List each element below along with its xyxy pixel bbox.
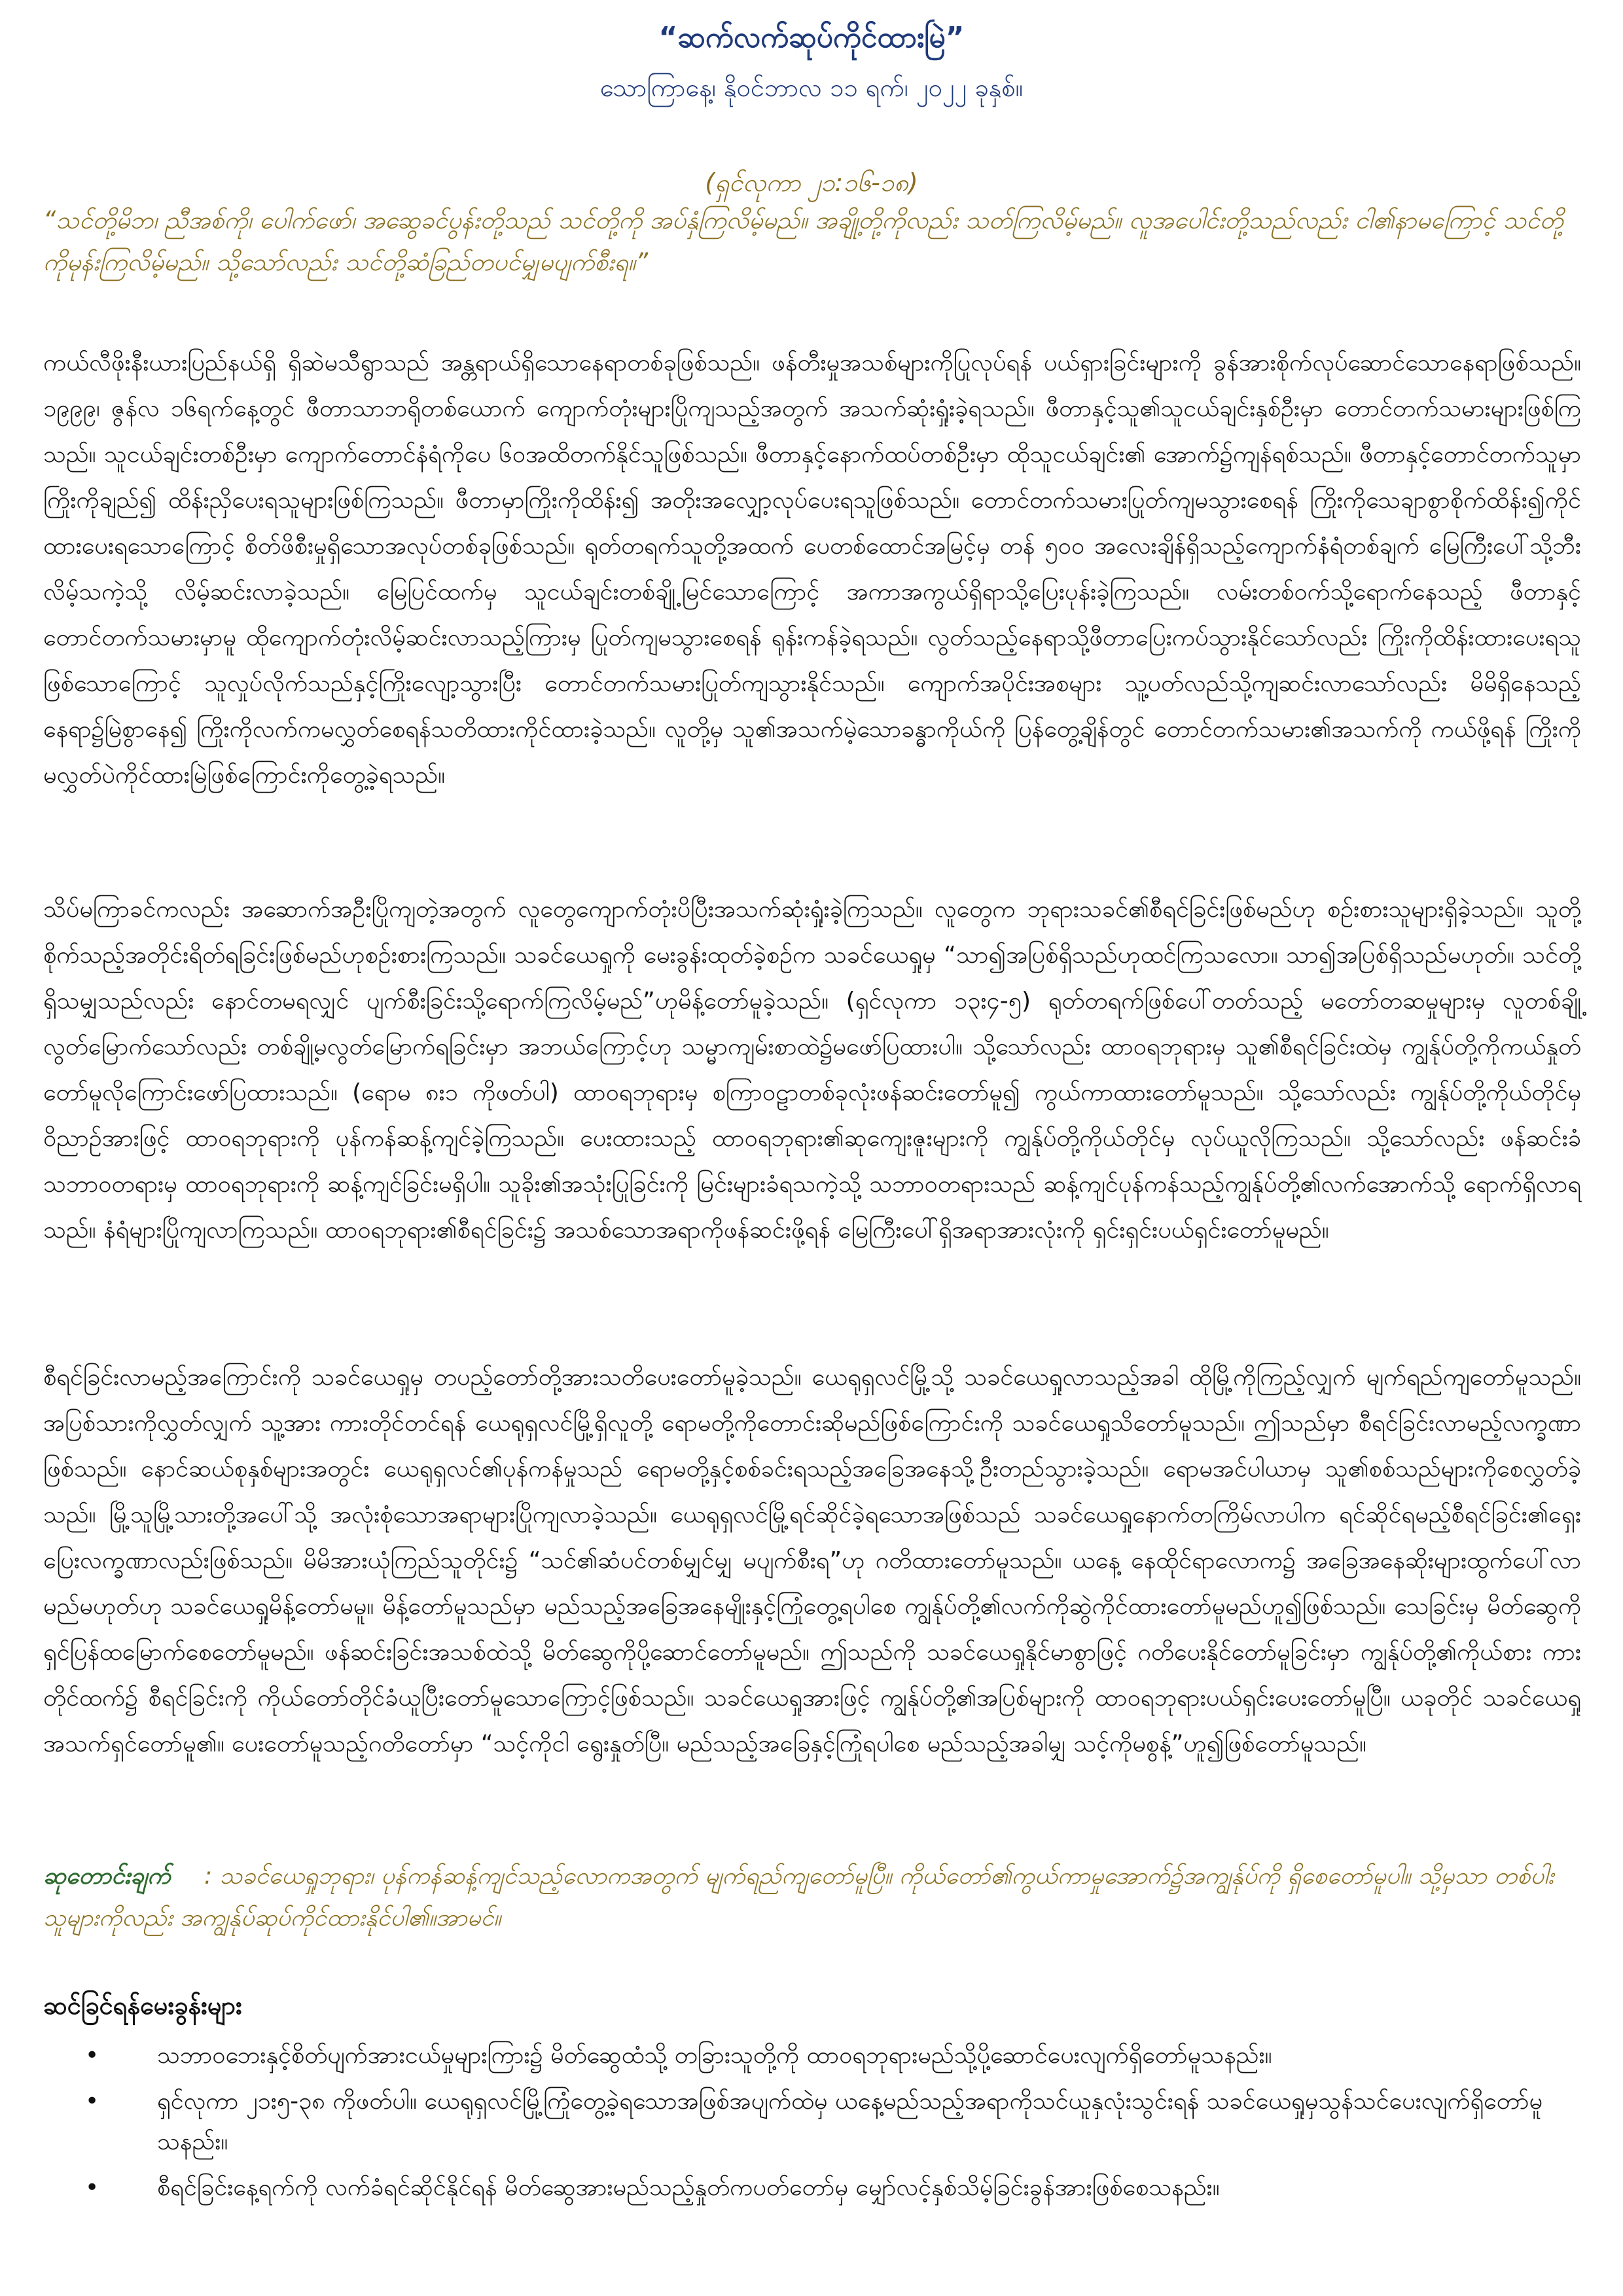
scripture-reference: (ရှင်လုကာ ၂၁:၁၆-၁၈) [705, 168, 918, 197]
page-date: သောကြာနေ့၊ နိုဝင်ဘာလ ၁၁ ရက်၊ ၂၀၂၂ ခုနှစ်။ [599, 73, 1024, 102]
prayer-label: ဆုတောင်းချက် [43, 1863, 171, 1890]
bullet-icon: • [85, 2088, 99, 2115]
bullet-icon: • [85, 2042, 99, 2069]
body-paragraph-2: သိပ်မကြာခင်ကလည်း အဆောက်အဦးပြိုကျတဲ့အတွက် လူတွေကျောက်တုံးပိပြီးအသက်ဆုံးရှုံးခဲ့ကြသည်။ လူတွေက ဘုရားသခင်၏စီရင်ခြင်းဖြစ်မည်ဟု စဉ်းစားသူများရှိခဲ့သည်။ သူတို့စိုက်သည့်အတိုင်းရိတ်ရခြင်းဖြစ်မည်ဟုစဉ်းစားကြသည်။ သခင်ယေရှုကို မေးခွန်းထုတ်ခဲ့စဉ်က သခင်ယေရှုမှ “သာ၍အပြစ်ရှိသည်ဟုထင်ကြသလော။ သာ၍အပြစ်ရှိသည်မဟုတ်။ သင်တို့ရှိသမျှသည်လည်း နောင်တမရလျှင် ပျက်စီးခြင်းသို့ရောက်ကြလိမ့်မည်”ဟုမိန့်တော်မူခဲ့သည်။ (ရှင်လုကာ ၁၃း၄-၅) ရုတ်တရက်ဖြစ်ပေါ်တတ်သည့် မတော်တဆမှုများမှ လူတစ်ချို့လွတ်မြောက်သော်လည်း တစ်ချို့မလွတ်မြောက်ရခြင်းမှာ အဘယ်ကြောင့်ဟု သမ္မာကျမ်းစာထဲ၌မဖော်ပြထားပါ။ သို့သော်လည်း ထာဝရဘုရားမှ သူ၏စီရင်ခြင်းထဲမှ ကျွန်ုပ်တို့ကိုကယ်နှုတ်တော်မူလိုကြောင်းဖော်ပြထားသည်။ (ရောမ ၈း၁ ကိုဖတ်ပါ) ထာဝရဘုရားမှ စကြာဝဠာတစ်ခုလုံးဖန်ဆင်းတော်မူ၍ ကွယ်ကာထားတော်မူသည်။ သို့သော်လည်း ကျွန်ုပ်တို့ကိုယ်တိုင်မှ ဝိညာဉ်အားဖြင့် ထာဝရဘုရားကို ပုန်ကန်ဆန့်ကျင်ခဲ့ကြသည်။ ပေးထားသည့် ထာဝရဘုရား၏ဆုကျေးဇူးများကို ကျွန်ုပ်တို့ကိုယ်တိုင်မှ လုပ်ယူလိုကြသည်။ သို့သော်လည်း ဖန်ဆင်းခံသဘာဝတရားမှ ထာဝရဘုရားကို ဆန့်ကျင်ခြင်းမရှိပါ။ သူခိုး၏အသုံးပြုခြင်းကို မြင်းများခံရသကဲ့သို့ သဘာဝတရားသည် ဆန့်ကျင်ပုန်ကန်သည့်ကျွန်ုပ်တို့၏လက်အောက်သို့ ရောက်ရှိလာရသည်။ နံရံများပြိုကျလာကြသည်။ ထာဝရဘုရား၏စီရင်ခြင်း၌ အသစ်သောအရာကိုဖန်ဆင်းဖို့ရန် မြေကြီးပေါ်ရှိအရာအားလုံးကို ရှင်းရှင်းပယ်ရှင်းတော်မူမည်။ [43, 896, 1581, 1244]
question-text: ရှင်လုကာ ၂၁း၅-၃၈ ကိုဖတ်ပါ။ ယေရုရှလင်မြို့ကြုံတွေ့ခဲ့ရသောအဖြစ်အပျက်ထဲမှ ယနေ့မည်သည့်အရာကိုသင်ယူနှလုံးသွင်းရန် သခင်ယေရှုမှသွန်သင်ပေးလျက်ရှိတော်မူသနည်း။ [157, 2088, 1543, 2155]
body-paragraph-3: စီရင်ခြင်းလာမည့်အကြောင်းကို သခင်ယေရှုမှ တပည့်တော်တို့အားသတိပေးတော်မူခဲ့သည်။ ယေရုရှလင်မြို့သို့ သခင်ယေရှုလာသည့်အခါ ထိုမြို့ကိုကြည့်လျှက် မျက်ရည်ကျတော်မူသည်။ အပြစ်သားကိုလွှတ်လျှက် သူ့အား ကားတိုင်တင်ရန် ယေရုရှလင်မြို့ရှိလူတို့ ရောမတို့ကိုတောင်းဆိုမည်ဖြစ်ကြောင်းကို သခင်ယေရှုသိတော်မူသည်။ ဤသည်မှာ စီရင်ခြင်းလာမည့်လက္ခဏာဖြစ်သည်။ နောင်ဆယ်စုနှစ်များအတွင်း ယေရုရှလင်၏ပုန်ကန်မှုသည် ရောမတို့နှင့်စစ်ခင်းရသည့်အခြေအနေသို့ဦးတည်သွားခဲ့သည်။ ရောမအင်ပါယာမှ သူ၏စစ်သည်များကိုစေလွှတ်ခဲ့သည်။ မြို့သူမြို့သားတို့အပေါ်သို့ အလုံးစုံသောအရာများပြိုကျလာခဲ့သည်။ ယေရုရှလင်မြို့ရင်ဆိုင်ခဲ့ရသောအဖြစ်သည် သခင်ယေရှုနောက်တကြိမ်လာပါက ရင်ဆိုင်ရမည့်စီရင်ခြင်း၏ရှေးပြေးလက္ခဏာလည်းဖြစ်သည်။ မိမိအားယုံကြည်သူတိုင်း၌ “သင်၏ဆံပင်တစ်မျှင်မျှ မပျက်စီးရ”ဟု ဂတိထားတော်မူသည်။ ယနေ့ နေထိုင်ရာလောက၌ အခြေအနေဆိုးများထွက်ပေါ်လာမည်မဟုတ်ဟု သခင်ယေရှုမိန့်တော်မမူ။ မိန့်တော်မူသည်မှာ မည်သည့်အခြေအနေမျိုးနှင့်ကြုံတွေ့ရပါစေ ကျွန်ုပ်တို့၏လက်ကိုဆွဲကိုင်ထားတော်မူမည်ဟူ၍ဖြစ်သည်။ သေခြင်းမှ မိတ်ဆွေကို ရှင်ပြန်ထမြောက်စေတော်မူမည်။ ဖန်ဆင်းခြင်းအသစ်ထဲသို့ မိတ်ဆွေကိုပို့ဆောင်တော်မူမည်။ ဤသည်ကို သခင်ယေရှုနိုင်မာစွာဖြင့် ဂတိပေးနိုင်တော်မူခြင်းမှာ ကျွန်ုပ်တို့၏ကိုယ်စား ကားတိုင်ထက်၌ စီရင်ခြင်းကို ကိုယ်တော်တိုင်ခံယူပြီးတော်မူသောကြောင့်ဖြစ်သည်။ သခင်ယေရှုအားဖြင့် ကျွန်ုပ်တို့၏အပြစ်များကို ထာဝရဘုရားပယ်ရှင်းပေးတော်မူပြီ။ ယခုတိုင် သခင်ယေရှုအသက်ရှင်တော်မူ၏။ ပေးတော်မူသည့်ဂတိတော်မှာ “သင့်ကိုငါ ရွေးနှုတ်ပြီ။ မည်သည့်အခြေနှင့်ကြုံရပါစေ မည်သည့်အခါမျှ သင့်ကိုမစွန့်”ဟူ၍ဖြစ်တော်မူသည်။ [43, 1364, 1581, 1757]
scripture-quote: “သင်တို့မိဘ၊ ညီအစ်ကို၊ ပေါက်ဖော်၊ အဆွေခင်ပွန်းတို့သည် သင်တို့ကို အပ်နှံကြလိမ့်မည်။ အချို့တို့ကိုလည်း သတ်ကြလိမ့်မည်။ လူအပေါင်းတို့သည်လည်း ငါ၏နာမကြောင့် သင်တို့ကိုမုန်းကြလိမ့်မည်။ သို့သော်လည်း သင်တို့ဆံခြည်တပင်မျှမပျက်စီးရ။” [43, 206, 1563, 276]
prayer-text: : သခင်ယေရှုဘုရား၊ ပုန်ကန်ဆန့်ကျင်သည့်လောကအတွက် မျက်ရည်ကျတော်မူပြီ။ ကိုယ်တော်၏ကွယ်ကာမှုအောက်၌အကျွန်ုပ်ကို ရှိစေတော်မူပါ။ သို့မှသာ တစ်ပါးသူများကိုလည်း အကျွန်ုပ်ဆုပ်ကိုင်ထားနိုင်ပါ၏။အာမင်။ [43, 1863, 1554, 1931]
bullet-icon: • [85, 2174, 99, 2201]
question-text: သဘာဝဘေးနှင့်စိတ်ပျက်အားငယ်မှုများကြား၌ မိတ်ဆွေထံသို့ တခြားသူတို့ကို ထာဝရဘုရားမည်သို့ပို့ဆောင်ပေးလျက်ရှိတော်မူသနည်း။ [157, 2042, 1272, 2069]
question-item [85, 2168, 1577, 2208]
body-paragraph-1: ကယ်လီဖိုးနီးယားပြည်နယ်ရှိ ရှိဆဲမသီရွာသည် အန္တရာယ်ရှိသောနေရာတစ်ခုဖြစ်သည်။ ဖန်တီးမှုအသစ်များကိုပြုလုပ်ရန် ပယ်ရှားခြင်းများကို ခွန်အားစိုက်လုပ်ဆောင်သောနေရာဖြစ်သည်။ ၁၉၉၉၊ ဇွန်လ ၁၆ရက်နေ့တွင် ဖီတာသာဘရိုတစ်ယောက် ကျောက်တုံးများပြိုကျသည့်အတွက် အသက်ဆုံးရှုံးခဲ့ရသည်။ ဖီတာနှင့်သူ၏သူငယ်ချင်းနှစ်ဦးမှာ တောင်တက်သမားများဖြစ်ကြသည်။ သူငယ်ချင်းတစ်ဦးမှာ ကျောက်တောင်နံရံကိုပေ ၆၀အထိတက်နိုင်သူဖြစ်သည်။ ဖီတာနှင့်နောက်ထပ်တစ်ဦးမှာ ထိုသူငယ်ချင်း၏ အောက်၌ကျန်ရစ်သည်။ ဖီတာနှင့်တောင်တက်သူမှာ ကြိုးကိုချည်၍ ထိန်းညှိပေးရသူများဖြစ်ကြသည်။ ဖီတာမှာကြိုးကိုထိန်း၍ အတိုးအလျှော့လုပ်ပေးရသူဖြစ်သည်။ တောင်တက်သမားပြုတ်ကျမသွားစေရန် ကြိုးကိုသေချာစွာစိုက်ထိန်း၍ကိုင်ထားပေးရသောကြောင့် စိတ်ဖိစီးမှုရှိသောအလုပ်တစ်ခုဖြစ်သည်။ ရုတ်တရက်သူတို့အထက် ပေတစ်ထောင်အမြင့်မှ တန် ၅၀၀ အလေးချိန်ရှိသည့်ကျောက်နံရံတစ်ချက် မြေကြီးပေါ်သို့ဘီးလိမ့်သကဲ့သို့ လိမ့်ဆင်းလာခဲ့သည်။ မြေပြင်ထက်မှ သူငယ်ချင်းတစ်ချို့မြင်သောကြောင့် အကာအကွယ်ရှိရာသို့ပြေးပုန်းခဲ့ကြသည်။ လမ်းတစ်ဝက်သို့ရောက်နေသည့် ဖီတာနှင့်တောင်တက်သမားမှာမူ ထိုကျောက်တုံးလိမ့်ဆင်းလာသည့်ကြားမှ ပြုတ်ကျမသွားစေရန် ရုန်းကန်ခဲ့ရသည်။ လွတ်သည့်နေရာသို့ဖီတာပြေးကပ်သွားနိုင်သော်လည်း ကြိုးကိုထိန်းထားပေးရသူဖြစ်သောကြောင့် သူလှုပ်လိုက်သည်နှင့်ကြိုးလျော့သွားပြီး တောင်တက်သမားပြုတ်ကျသွားနိုင်သည်။ ကျောက်အပိုင်းအစများ သူ့ပတ်လည်သို့ကျဆင်းလာသော်လည်း မိမိရှိနေသည့် နေရာ၌မြဲစွာနေ၍ ကြိုးကိုလက်ကမလွှတ်စေရန်သတိထားကိုင်ထားခဲ့သည်။ လူတို့မှ သူ၏အသက်မဲ့သောခန္ဓာကိုယ်ကို ပြန်တွေ့ချိန်တွင် တောင်တက်သမား၏အသက်ကို ကယ်ဖို့ရန် ကြိုးကိုမလွှတ်ပဲကိုင်ထားမြဲဖြစ်ကြောင်းကိုတွေ့ခဲ့ရသည်။ [43, 350, 1581, 789]
question-text: စီရင်ခြင်းနေ့ရက်ကို လက်ခံရင်ဆိုင်နိုင်ရန် မိတ်ဆွေအားမည်သည့်နှုတ်ကပတ်တော်မှ မျှော်လင့်နှစ်သိမ့်ခြင်းခွန်အားဖြစ်စေသနည်း။ [157, 2174, 1220, 2201]
questions-heading: ဆင်ခြင်ရန်မေးခွန်းများ [43, 1991, 242, 2020]
question-item [85, 2081, 1577, 2162]
question-item [85, 2036, 1577, 2076]
prayer-section [43, 1856, 1581, 1939]
questions-list [85, 2036, 1577, 2214]
page-title: “ဆက်လက်ဆုပ်ကိုင်ထားမြဲ” [658, 21, 965, 54]
